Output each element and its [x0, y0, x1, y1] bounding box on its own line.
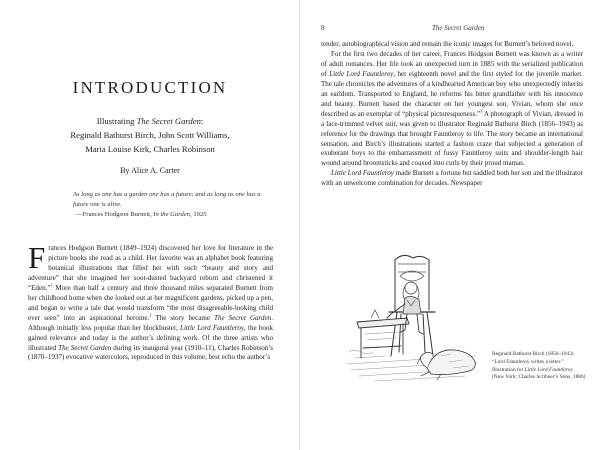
fauntleroy-illustration: [345, 252, 481, 392]
footnote-ref: 3: [480, 108, 483, 114]
subtitle-line-1: Illustrating The Secret Garden:: [96, 116, 204, 126]
paragraph: tender, autobiographical vision and remain the iconic images for Burnett’s beloved novel.: [321, 40, 574, 48]
page-number: 8: [321, 24, 325, 32]
page-title: INTRODUCTION: [72, 78, 228, 97]
running-title: The Secret Garden: [432, 24, 485, 32]
body-text-right: [321, 40, 583, 189]
subtitle-line-2: Reginald Bathurst Birch, John Scott Williams,: [70, 130, 230, 140]
byline: By Alice A. Carter: [120, 166, 180, 175]
subtitle-line-3: Maria Louise Kirk, Charles Robinson: [85, 144, 215, 154]
drop-cap: F: [28, 240, 46, 275]
epigraph: [73, 190, 263, 221]
epigraph-attribution: —Frances Hodgson Burnett, In the Garden, 1925: [76, 211, 207, 219]
subtitle: [30, 114, 270, 156]
footnote-ref: 1: [50, 282, 53, 288]
footnote-ref: 2: [149, 312, 152, 318]
caption-line: Illustration for Little Lord Fauntleroy: [492, 366, 573, 373]
body-text-left: Frances Hodgson Burnett (1849–1924) discovered her love for literature in the picture books she read as a child. Her favorite was an alphabet book featuring botanical illustrations that filled her with such “beauty and story and adventure” that she imagined her soot-dusted backyard reborn and christened it “Eden.”$^1$ More than half a century and three thousand miles separated Burnett from her childhood home when she looked out at her magnificent gardens, picked up a pen, and began to write a tale that would transform “the most disagreeable-looking child ever seen” into an aspirational heroine.$^2$ The story became The Secret Garden. Although initially less popular than her blockbuster, Little Lord Fauntleroy, the book gained relevance and today is the author’s defining work. Of the three artists who illustrated The Secret Garden during its inaugural year (1910–11), Charles Robinson’s (1870–1937) evocative watercolors, reproduced in this volume, best echo the author’s: [28, 240, 273, 362]
paragraph: Little Lord Fauntleroy made Burnett a fortune but saddled both her son and the illustrator with an unwelcome combination for decades. Newspaper: [321, 169, 583, 188]
caption-line: Reginald Bathurst Birch (1856–1943): [492, 351, 574, 357]
dog-figure: [417, 350, 475, 380]
epigraph-text: As long as one has a garden one has a future; and as long as one has a future one is alive.: [73, 191, 261, 209]
boy-figure: [387, 282, 423, 334]
caption-line: “Lord Fauntleroy writes a letter.”: [492, 358, 564, 365]
caption-line: (New York: Charles Scribner’s Sons, 1886): [492, 374, 586, 381]
paragraph: For the first two decades of her career, Frances Hodgson Burnett was known as a writer of adult romances. Her life took an unexpected turn in 1885 with the serialized publication of Little Lord Fauntleroy, her eighteenth novel and the first styled for the juvenile market. The tale chronicles the adventures of a kindhearted American boy who unexpectedly inherits an earldom. Transported to England, he reforms his bitter grandfather with his innocence and beauty. Burnett based the character on her youngest son, Vivian, whom she once described as an exemplar of “physical picturesqueness.”$^3$ A photograph of Vivian, dressed in a lace-trimmed velvet suit, was given to illustrator Reginald Bathurst Birch (1856–1943) as reference for the drawings that brought Fauntleroy to life. The story became an international sensation, and Birch’s illustrations started a fashion craze that subjected a generation of exuberant boys to the embarrassment of fussy Fauntleroy suits and shoulder-length hair wound around broomsticks and coaxed into curls by their proud mamas.: [321, 49, 584, 168]
figure-caption: [492, 351, 592, 382]
